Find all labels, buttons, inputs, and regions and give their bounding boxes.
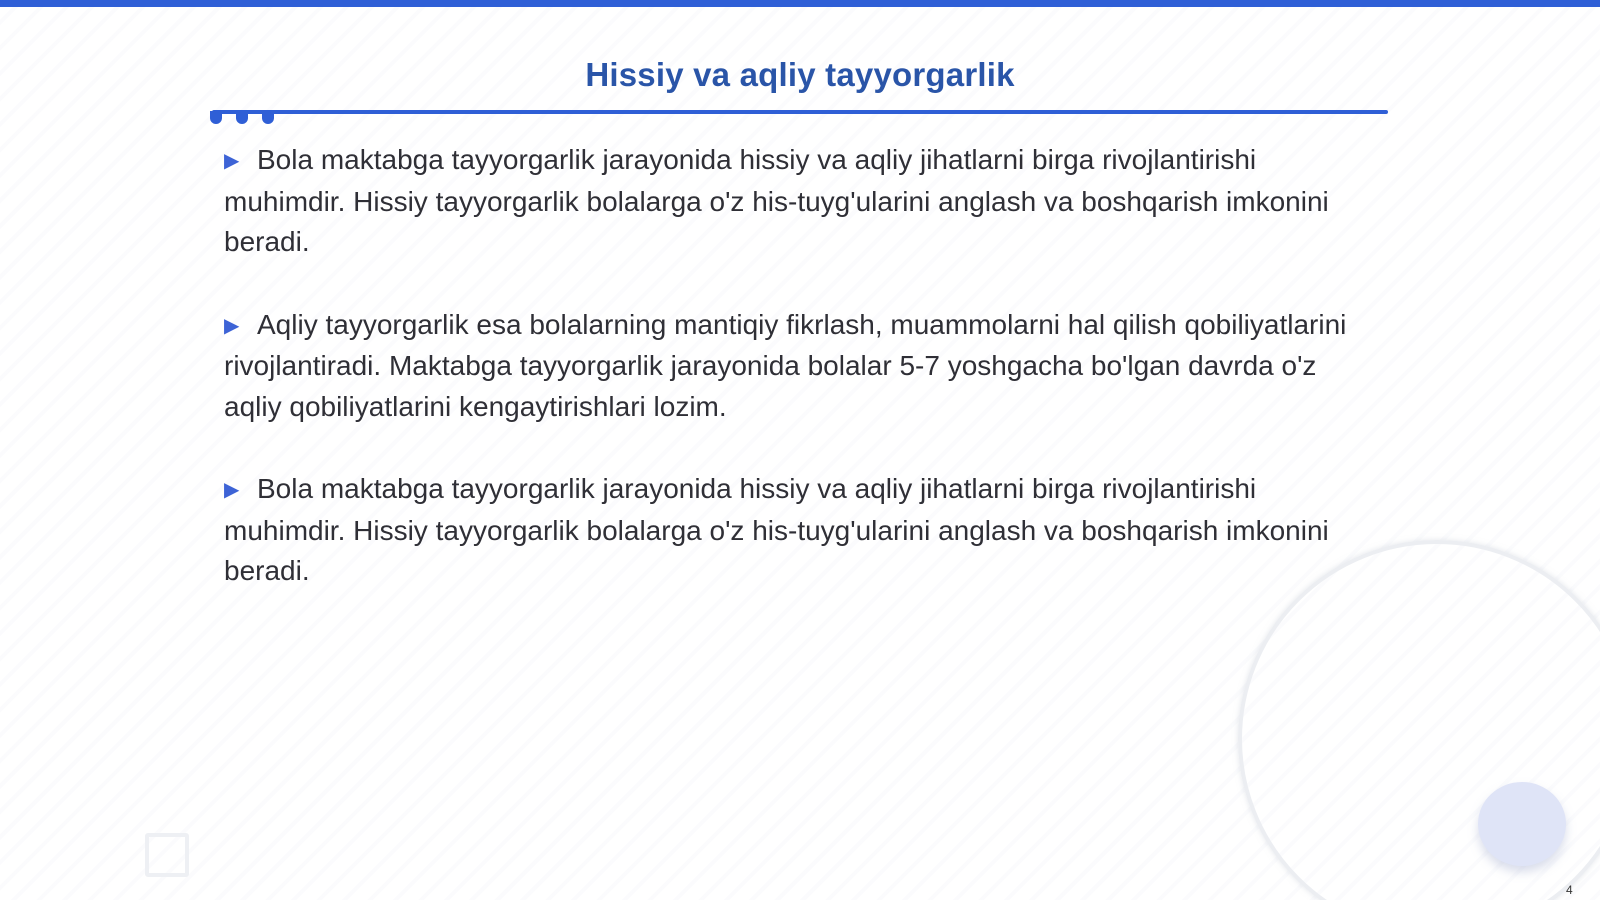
bullet-paragraph bbox=[224, 305, 1374, 428]
bullet-paragraph bbox=[224, 469, 1374, 592]
page-number: 4 bbox=[1566, 883, 1573, 897]
slide-content bbox=[224, 140, 1374, 634]
underline-dot bbox=[236, 111, 248, 124]
bullet-arrow-icon: ▶ bbox=[224, 150, 240, 172]
bullet-arrow-icon: ▶ bbox=[224, 479, 240, 501]
paragraph-text: Aqliy tayyorgarlik esa bolalarning mantiqiy fikrlash, muammolarni hal qilish qobiliyatlarini rivojlantiradi. Maktabga tayyorgarlik jarayonida bolalar 5-7 yoshgacha bo'lgan davrda o'z aqliy qobiliyatlarini kengaytirishlari lozim. bbox=[224, 308, 1347, 422]
underline-dot bbox=[262, 111, 274, 124]
paragraph-text: Bola maktabga tayyorgarlik jarayonida hissiy va aqliy jihatlarni birga rivojlantirishi muhimdir. Hissiy tayyorgarlik bolalarga o'z his-tuyg'ularini anglash va boshqarish imkonini beradi. bbox=[224, 144, 1329, 257]
top-accent-bar bbox=[0, 0, 1600, 7]
slide-title: Hissiy va aqliy tayyorgarlik bbox=[585, 56, 1015, 93]
decorative-circle bbox=[1478, 782, 1566, 866]
paragraph-text: Bola maktabga tayyorgarlik jarayonida hissiy va aqliy jihatlarni birga rivojlantirishi muhimdir. Hissiy tayyorgarlik bolalarga o'z his-tuyg'ularini anglash va boshqarish imkonini beradi. bbox=[224, 473, 1329, 586]
bullet-arrow-icon: ▶ bbox=[224, 314, 240, 337]
title-underline bbox=[212, 110, 1388, 114]
underline-dot bbox=[210, 111, 222, 124]
decorative-square bbox=[145, 833, 189, 877]
bullet-paragraph bbox=[224, 140, 1374, 263]
